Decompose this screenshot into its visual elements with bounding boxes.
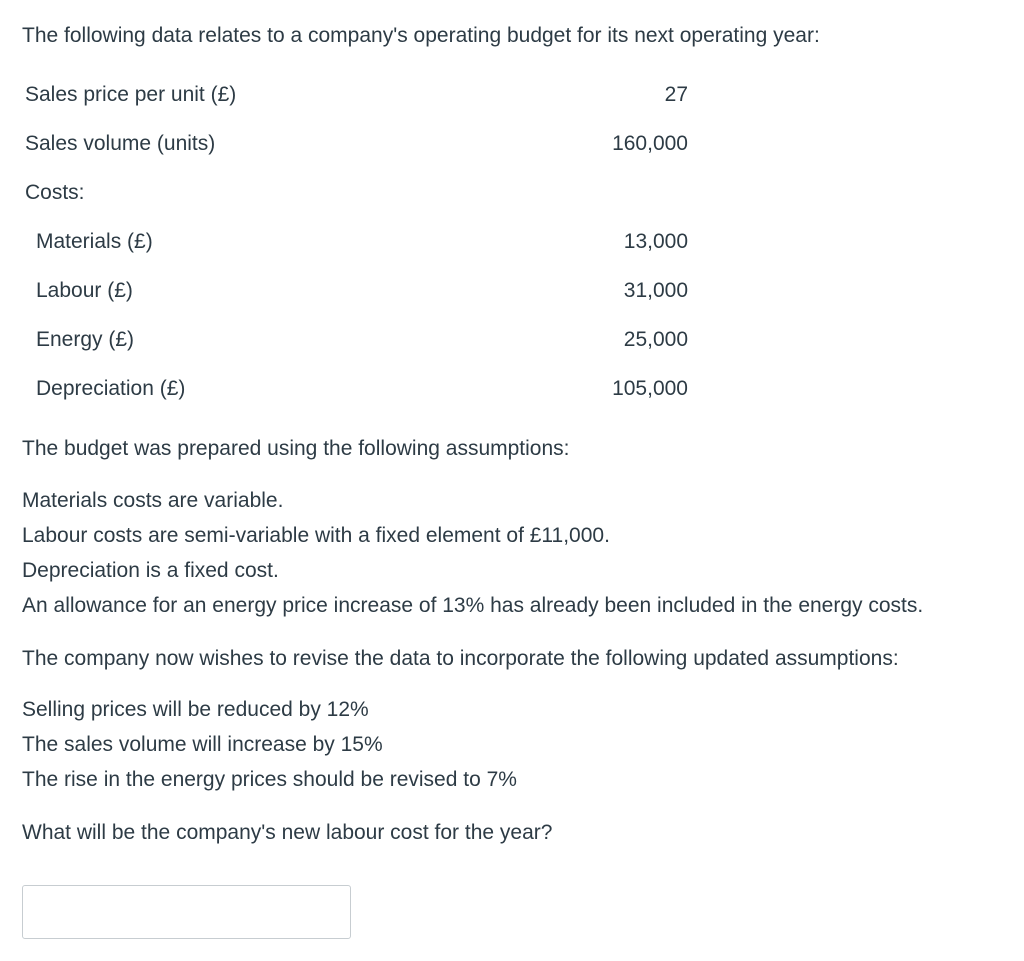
row-value-energy: 25,000 bbox=[623, 328, 688, 351]
answer-input[interactable] bbox=[22, 885, 351, 939]
row-value-depreciation: 105,000 bbox=[612, 377, 688, 400]
table-row bbox=[22, 315, 692, 364]
table-row bbox=[22, 70, 692, 119]
assumption-energy: An allowance for an energy price increase of 13% has already been included in the energy costs. bbox=[22, 594, 924, 617]
table-row bbox=[22, 364, 692, 413]
assumptions-heading: The budget was prepared using the following assumptions: bbox=[22, 437, 570, 460]
question-intro: The following data relates to a company's operating budget for its next operating year: bbox=[22, 24, 820, 47]
row-label-sales-price: Sales price per unit (£) bbox=[25, 83, 237, 106]
updated-assumption-energy: The rise in the energy prices should be revised to 7% bbox=[22, 768, 517, 791]
assumption-labour: Labour costs are semi-variable with a fixed element of £11,000. bbox=[22, 524, 610, 547]
updated-assumption-price: Selling prices will be reduced by 12% bbox=[22, 698, 369, 721]
table-row bbox=[22, 266, 692, 315]
assumption-depreciation: Depreciation is a fixed cost. bbox=[22, 559, 279, 582]
row-label-sales-volume: Sales volume (units) bbox=[25, 132, 216, 155]
row-label-energy: Energy (£) bbox=[36, 328, 135, 351]
table-row bbox=[22, 119, 692, 168]
row-value-sales-price: 27 bbox=[664, 83, 688, 106]
row-value-labour: 31,000 bbox=[623, 279, 688, 302]
table-row bbox=[22, 168, 692, 217]
updated-assumptions-heading: The company now wishes to revise the data to incorporate the following updated assumptions: bbox=[22, 647, 899, 670]
table-row bbox=[22, 217, 692, 266]
row-label-materials: Materials (£) bbox=[36, 230, 153, 253]
row-label-labour: Labour (£) bbox=[36, 279, 133, 302]
budget-data-table bbox=[22, 70, 692, 413]
row-label-depreciation: Depreciation (£) bbox=[36, 377, 186, 400]
row-value-materials: 13,000 bbox=[623, 230, 688, 253]
row-value-sales-volume: 160,000 bbox=[612, 132, 688, 155]
row-label-costs: Costs: bbox=[25, 181, 85, 204]
assumption-materials: Materials costs are variable. bbox=[22, 489, 284, 512]
question-prompt: What will be the company's new labour cost for the year? bbox=[22, 821, 553, 844]
updated-assumption-volume: The sales volume will increase by 15% bbox=[22, 733, 383, 756]
